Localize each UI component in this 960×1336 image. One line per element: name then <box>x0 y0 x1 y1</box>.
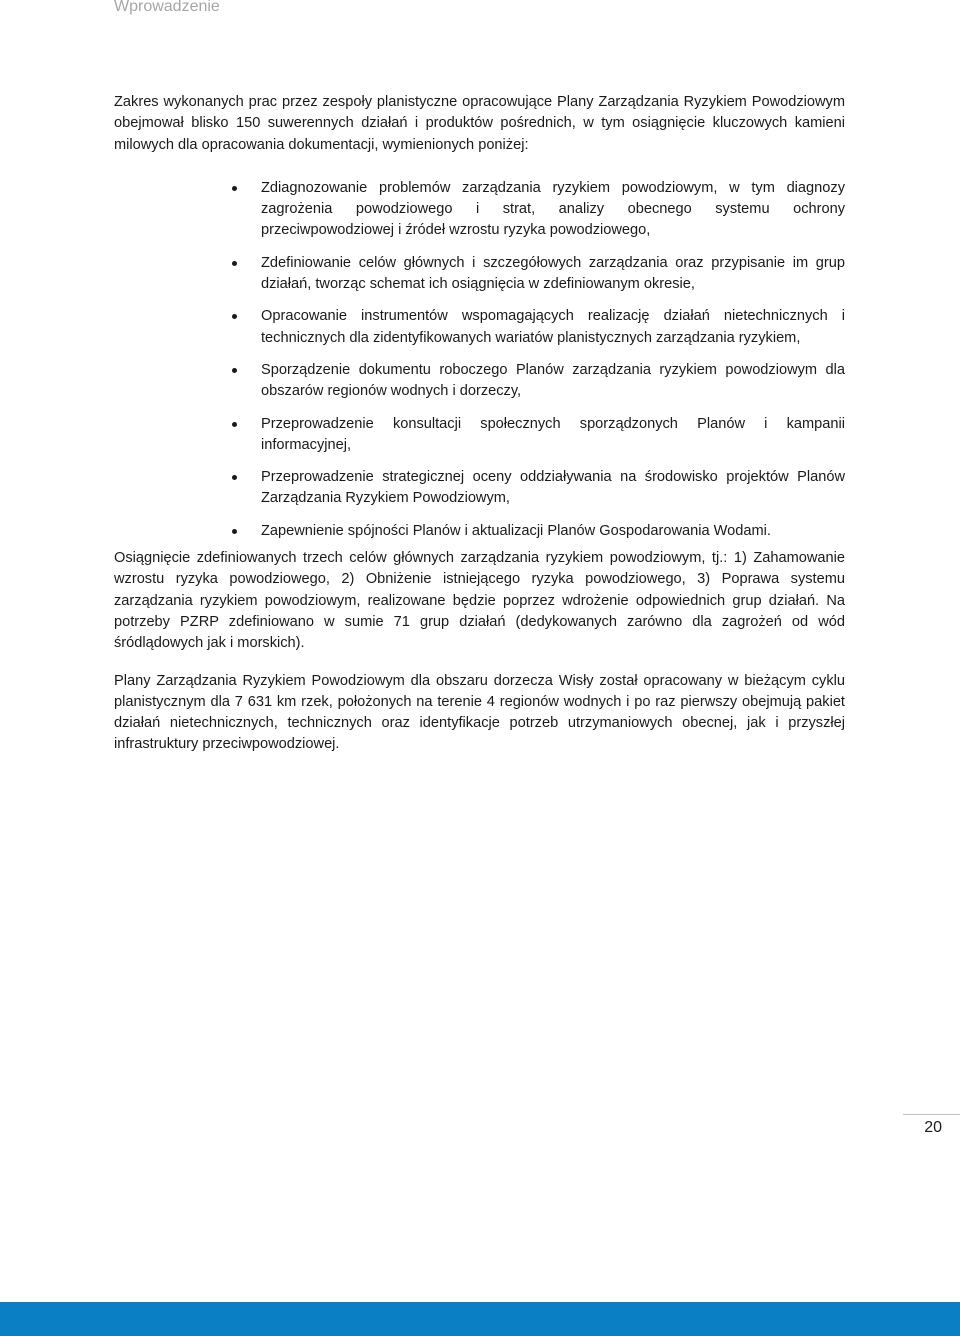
page-number: 20 <box>924 1119 942 1136</box>
list-item-text: Zapewnienie spójności Planów i aktualizacji Planów Gospodarowania Wodami. <box>261 522 771 539</box>
bullet-icon <box>232 314 237 319</box>
bullet-icon <box>232 475 237 480</box>
plans-paragraph: Plany Zarządzania Ryzykiem Powodziowym dla obszaru dorzecza Wisły został opracowany w bieżącym cyklu planistycznym dla 7 631 km rzek, położonych na terenie 4 regionów wodnych i po raz pierwszy obejmują pakiet działań nietechnicznych, technicznych oraz identyfikacje potrzeb utrzymaniowych obecnej, jak i przyszłej infrastruktury przeciwpowodziowej. <box>114 672 845 753</box>
list-item-text: Sporządzenie dokumentu roboczego Planów zarządzania ryzykiem powodziowym dla obszarów regionów wodnych i dorzeczy, <box>261 361 845 400</box>
list-item-text: Przeprowadzenie strategicznej oceny oddziaływania na środowisko projektów Planów Zarządzania Ryzykiem Powodziowym, <box>261 469 845 507</box>
running-header: Wprowadzenie <box>114 0 220 15</box>
list-item <box>114 414 845 457</box>
bullet-icon <box>232 261 237 266</box>
bullet-icon <box>232 186 237 191</box>
list-item <box>114 521 845 542</box>
goals-paragraph: Osiągnięcie zdefiniowanych trzech celów głównych zarządzania ryzykiem powodziowym, tj.: 1) Zahamowanie wzrostu ryzyka powodziowego, 2) Obniżenie istniejącego ryzyka powodziowego, 3) Poprawa systemu zarządzania ryzykiem powodziowym, realizowane będzie poprzez wdrożenie odpowiednich grup działań. Na potrzeby PZRP zdefiniowano w sumie 71 grup działań (dedykowanych zarówno dla zagrożeń od wód śródlądowych jak i morskich). <box>114 550 845 652</box>
bullet-icon <box>232 368 237 373</box>
page-number-box <box>903 1114 960 1137</box>
list-item-text: Przeprowadzenie konsultacji społecznych sporządzonych Planów i kampanii informacyjnej, <box>261 415 845 453</box>
list-item-text: Opracowanie instrumentów wspomagających realizację działań nietechnicznych i technicznych dla zidentyfikowanych wariatów planistycznych zarządzania ryzykiem, <box>261 308 845 346</box>
list-item-text: Zdiagnozowanie problemów zarządzania ryzykiem powodziowym, w tym diagnozy zagrożenia powodziowego i strat, analizy obecnego systemu ochrony przeciwpowodziowej i źródeł wzrostu ryzyka powodziowego, <box>261 179 845 239</box>
list-item-text: Zdefiniowanie celów głównych i szczegółowych zarządzania oraz przypisanie im grup działań, tworząc schemat ich osiągnięcia w zdefiniowanym okresie, <box>261 254 845 293</box>
footer-bar <box>0 1302 960 1336</box>
list-item <box>114 467 845 510</box>
intro-paragraph: Zakres wykonanych prac przez zespoły planistyczne opracowujące Plany Zarządzania Ryzykiem Powodziowym obejmował blisko 150 suwerennych działań i produktów pośrednich, w tym osiągnięcie kluczowych kamieni milowych dla opracowania dokumentacji, wymienionych poniżej: <box>114 94 845 153</box>
bullet-icon <box>232 422 237 427</box>
list-item <box>114 360 845 403</box>
milestones-list <box>114 178 845 542</box>
document-body <box>114 92 845 756</box>
list-item <box>114 306 845 349</box>
bullet-icon <box>232 529 237 534</box>
list-item <box>114 253 845 296</box>
list-item <box>114 178 845 242</box>
